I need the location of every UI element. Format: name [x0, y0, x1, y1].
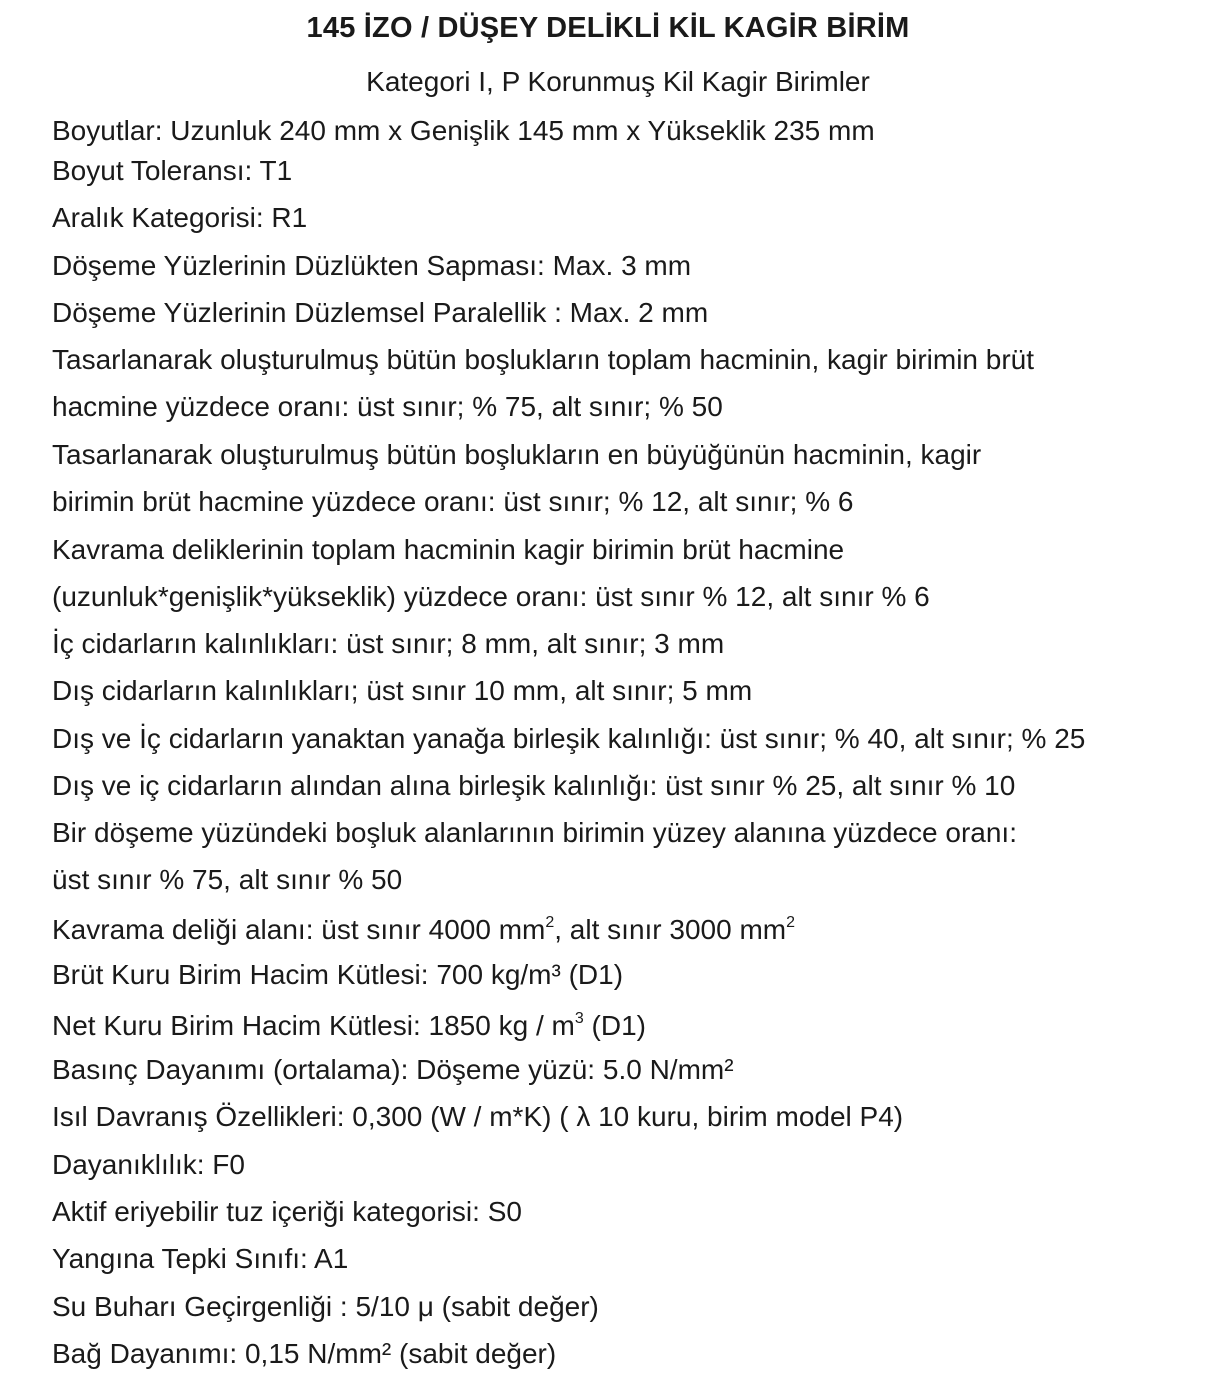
document-title: 145 İZO / DÜŞEY DELİKLİ KİL KAGİR BİRİM — [306, 12, 910, 44]
grip-hole-area-text2: , alt sınır 3000 mm — [554, 914, 787, 945]
spec-plane-parallelism: Döşeme Yüzlerinin Düzlemsel Paralellik : Max. 2 mm — [52, 297, 709, 328]
spec-void-total-line1: Tasarlanarak oluşturulmuş bütün boşlukların toplam hacminin, kagir birimin brüt — [52, 344, 1035, 375]
spec-range-category: Aralık Kategorisi: R1 — [52, 202, 308, 233]
spec-inner-walls: İç cidarların kalınlıkları: üst sınır; 8 mm, alt sınır; 3 mm — [52, 628, 725, 659]
spec-durability: Dayanıklılık: F0 — [52, 1149, 245, 1180]
spec-vapour-permeability: Su Buharı Geçirgenliği : 5/10 μ (sabit değer) — [52, 1291, 599, 1322]
grip-hole-area-text1: Kavrama deliği alanı: üst sınır 4000 mm — [52, 914, 546, 945]
grip-hole-area-sup2: 2 — [786, 914, 796, 931]
spec-flatness-deviation: Döşeme Yüzlerinin Düzlükten Sapması: Max. 3 mm — [52, 250, 692, 281]
spec-grip-holes-line1: Kavrama deliklerinin toplam hacminin kagir birimin brüt hacmine — [52, 534, 845, 565]
spec-grip-holes-line2: (uzunluk*genişlik*yükseklik) yüzdece oranı: üst sınır % 12, alt sınır % 6 — [52, 581, 930, 612]
spec-salt-content: Aktif eriyebilir tuz içeriği kategorisi: S0 — [52, 1196, 522, 1227]
spec-compressive-strength: Basınç Dayanımı (ortalama): Döşeme yüzü: 5.0 N/mm² — [52, 1054, 734, 1085]
spec-net-density — [52, 1009, 646, 1048]
spec-void-area-line2: üst sınır % 75, alt sınır % 50 — [52, 864, 403, 895]
spec-bond-strength: Bağ Dayanımı: 0,15 N/mm² (sabit değer) — [52, 1338, 557, 1369]
spec-thermal: Isıl Davranış Özellikleri: 0,300 (W / m*K) ( λ 10 kuru, birim model P4) — [52, 1101, 904, 1132]
net-density-text2: (D1) — [583, 1010, 646, 1041]
spec-outer-walls: Dış cidarların kalınlıkları; üst sınır 10 mm, alt sınır; 5 mm — [52, 675, 753, 706]
spec-void-largest-line2: birimin brüt hacmine yüzdece oranı: üst sınır; % 12, alt sınır; % 6 — [52, 486, 854, 517]
spec-fire-reaction: Yangına Tepki Sınıfı: A1 — [52, 1243, 349, 1274]
spec-void-largest-line1: Tasarlanarak oluşturulmuş bütün boşlukların en büyüğünün hacminin, kagir — [52, 439, 982, 470]
spec-size-tolerance: Boyut Toleransı: T1 — [52, 155, 293, 186]
spec-dimensions: Boyutlar: Uzunluk 240 mm x Genişlik 145 mm x Yükseklik 235 mm — [52, 115, 875, 146]
spec-grip-hole-area — [52, 913, 795, 952]
spec-combined-front: Dış ve iç cidarların alından alına birleşik kalınlığı: üst sınır % 25, alt sınır % 10 — [52, 770, 1016, 801]
spec-gross-density: Brüt Kuru Birim Hacim Kütlesi: 700 kg/m³ (D1) — [52, 959, 624, 990]
spec-void-total-line2: hacmine yüzdece oranı: üst sınır; % 75, alt sınır; % 50 — [52, 391, 723, 422]
grip-hole-area-sup1: 2 — [545, 914, 555, 931]
document-subtitle: Kategori I, P Korunmuş Kil Kagir Birimler — [366, 66, 870, 97]
spec-combined-side: Dış ve İç cidarların yanaktan yanağa birleşik kalınlığı: üst sınır; % 40, alt sınır; % 25 — [52, 723, 1086, 754]
spec-void-area-line1: Bir döşeme yüzündeki boşluk alanlarının birimin yüzey alanına yüzdece oranı: — [52, 817, 1017, 848]
net-density-sup: 3 — [574, 1010, 584, 1027]
net-density-text1: Net Kuru Birim Hacim Kütlesi: 1850 kg / m — [52, 1010, 575, 1041]
